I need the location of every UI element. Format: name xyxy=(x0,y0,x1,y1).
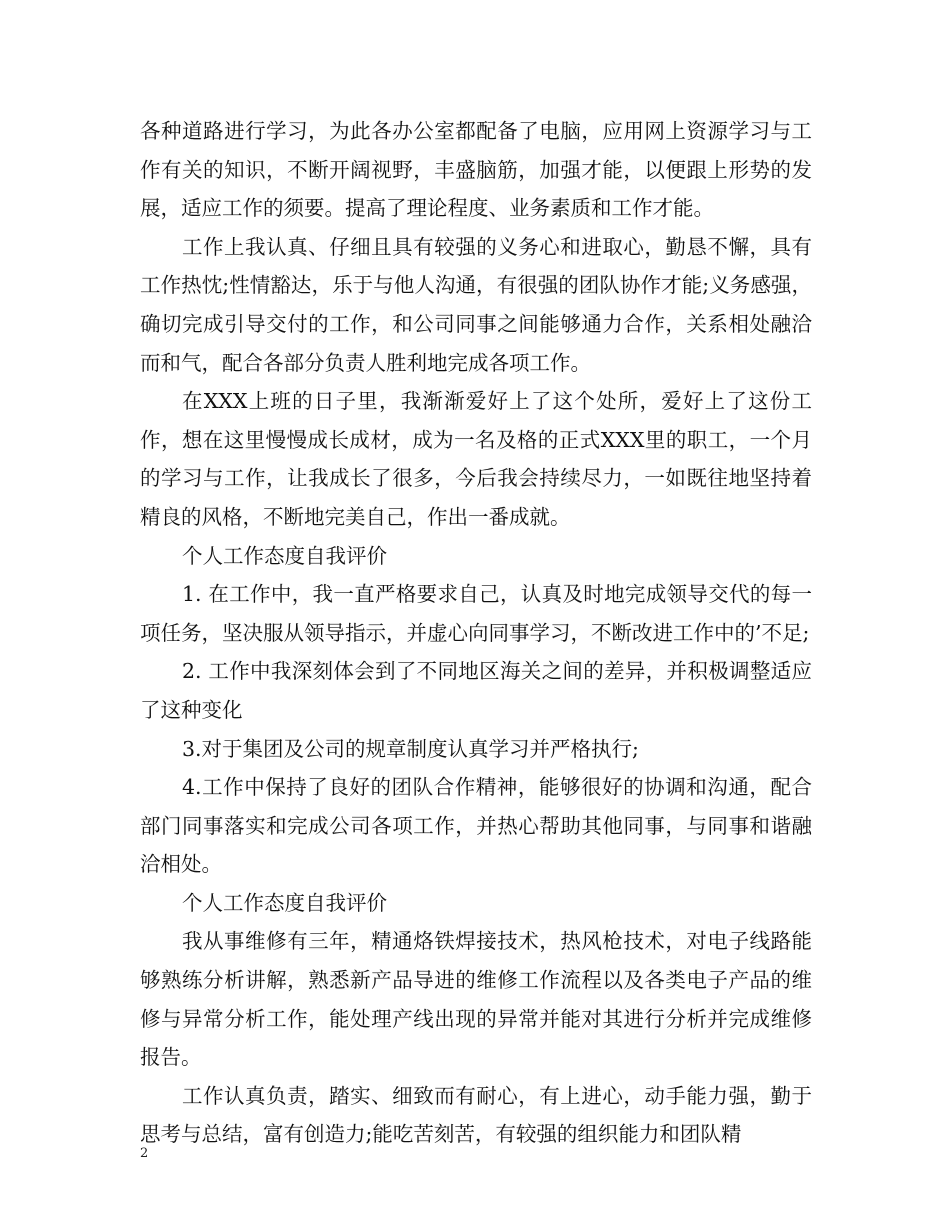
paragraph-work-qualities: 工作认真负责，踏实、细致而有耐心，有上进心，动手能力强，勤于思考与总结，富有创造力;能吃苦刻苦，有较强的组织能力和团队精 xyxy=(140,1083,812,1147)
paragraph-work-attitude: 工作上我认真、仔细且具有较强的义务心和进取心，勤恳不懈，具有工作热忱;性情豁达，乐于与他人沟通，有很强的团队协作才能;义务感强，确切完成引导交付的工作，和公司同事之间能够通力合作，关系相处融洽而和气，配合各部分负责人胜利地完成各项工作。 xyxy=(140,234,812,375)
paragraph-study-continued: 各种道路进行学习，为此各办公室都配备了电脑，应用网上资源学习与工作有关的知识，不断开阔视野，丰盛脑筋，加强才能，以便跟上形势的发展，适应工作的须要。提高了理论程度、业务素质和工作才能。 xyxy=(140,119,812,221)
list-item-3: 3.对于集团及公司的规章制度认真学习并严格执行; xyxy=(182,736,639,761)
body-text xyxy=(140,112,812,1154)
list-item-1: 1. 在工作中，我一直严格要求自己，认真及时地完成领导交代的每一项任务，坚决服从领导指示，并虚心向同事学习，不断改进工作中的’不足; xyxy=(140,582,812,645)
list-item-4: 4.工作中保持了良好的团队合作精神，能够很好的协调和沟通，配合部门同事落实和完成公司各项工作，并热心帮助其他同事，与同事和谐融洽相处。 xyxy=(140,775,812,877)
section-heading-self-evaluation: 个人工作态度自我评价 xyxy=(182,543,387,568)
page-number: 2 xyxy=(140,1146,149,1161)
paragraph-repair-experience: 我从事维修有三年，精通烙铁焊接技术，热风枪技术，对电子线路能够熟练分析讲解，熟悉新产品导进的维修工作流程以及各类电子产品的维修与异常分析工作，能处理产线出现的异常并能对其进行分析并完成维修报告。 xyxy=(140,929,812,1070)
section-heading-self-evaluation-2: 个人工作态度自我评价 xyxy=(182,890,387,915)
paragraph-xxx-growth: 在XXX上班的日子里，我渐渐爱好上了这个处所，爱好上了这份工作，想在这里慢慢成长成材，成为一名及格的正式XXX里的职工，一个月的学习与工作，让我成长了很多，今后我会持续尽力，一如既往地坚持着精良的风格，不断地完美自己，作出一番成就。 xyxy=(140,389,812,529)
list-item-2: 2. 工作中我深刻体会到了不同地区海关之间的差异，并积极调整适应了这种变化 xyxy=(140,659,812,722)
